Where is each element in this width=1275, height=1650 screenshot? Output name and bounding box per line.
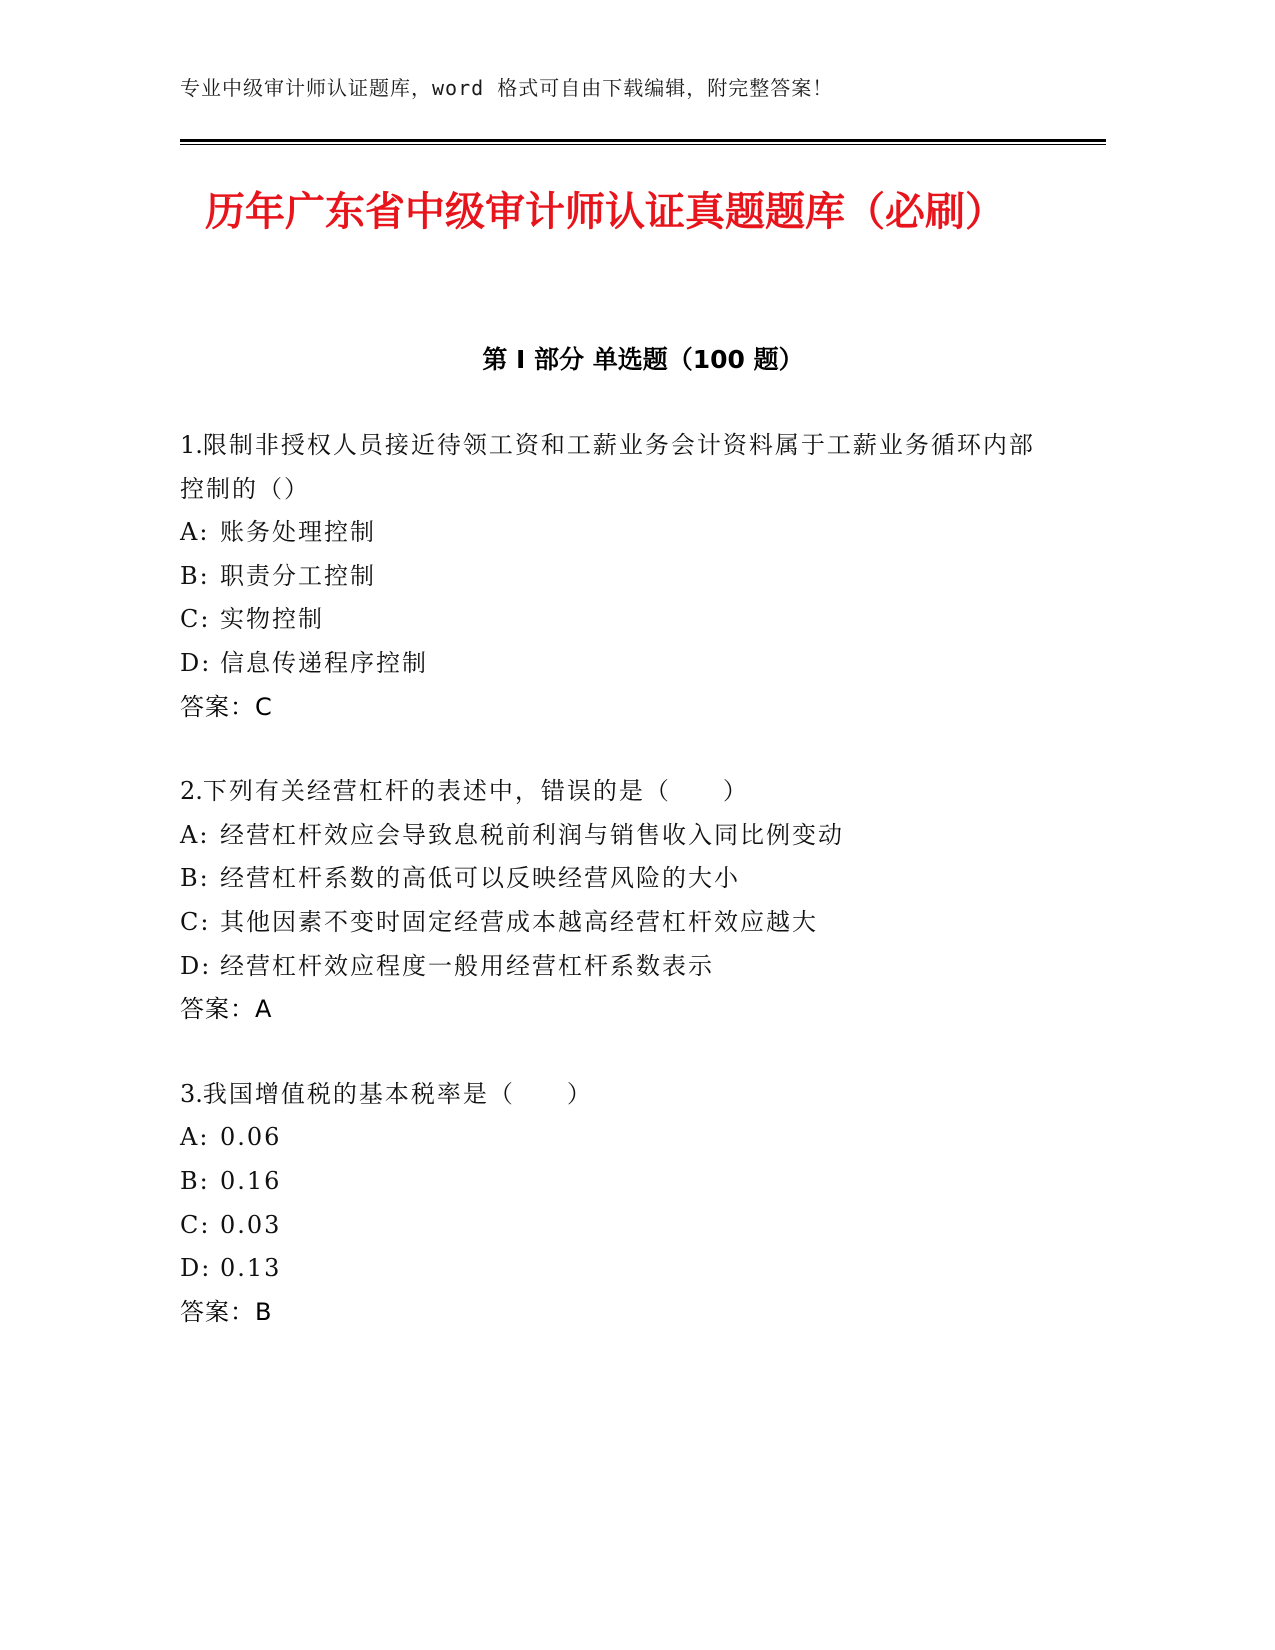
answer-line: 答案：A — [180, 995, 273, 1024]
option-a — [180, 511, 1060, 555]
option-text: 职责分工控制 — [220, 561, 376, 590]
question-number: 3. — [180, 1079, 203, 1108]
option-letter: B: — [180, 1166, 210, 1195]
header-divider-thin — [180, 144, 1106, 145]
option-text: 0.06 — [220, 1123, 282, 1152]
option-letter: B: — [180, 864, 210, 893]
option-text: 信息传递程序控制 — [220, 648, 428, 677]
option-c — [180, 598, 1060, 642]
question-text: 下列有关经营杠杆的表述中，错误的是（ ） — [202, 777, 749, 806]
question-number: 1. — [180, 431, 203, 459]
section-heading: 第 I 部分 单选题（100 题） — [482, 345, 804, 374]
option-b — [180, 857, 1060, 901]
option-c — [180, 1204, 1060, 1248]
option-letter: A: — [180, 1123, 210, 1152]
option-d — [180, 642, 1060, 686]
option-a — [180, 814, 1060, 858]
option-text: 0.13 — [220, 1254, 282, 1283]
header-divider — [180, 139, 1106, 142]
document-title: 历年广东省中级审计师认证真题题库（必刷） — [205, 189, 1005, 235]
question-text: 限制非授权人员接近待领工资和工薪业务会计资料属于工薪业务循环内部控制的（） — [180, 431, 1035, 503]
option-c — [180, 901, 1060, 945]
answer-line: 答案：B — [180, 1297, 273, 1326]
option-letter: A: — [180, 820, 210, 849]
option-text: 经营杠杆效应会导致息税前利润与销售收入同比例变动 — [220, 820, 844, 849]
question-stem — [180, 770, 1060, 814]
option-letter: D: — [180, 1254, 212, 1283]
option-text: 账务处理控制 — [220, 518, 376, 547]
question-number: 2. — [180, 777, 203, 806]
option-text: 其他因素不变时固定经营成本越高经营杠杆效应越大 — [220, 907, 818, 936]
option-letter: C: — [180, 605, 211, 634]
option-b — [180, 1160, 1060, 1204]
option-letter: D: — [180, 951, 212, 980]
question-1 — [180, 424, 1060, 729]
option-text: 实物控制 — [220, 605, 324, 634]
option-text: 经营杠杆效应程度一般用经营杠杆系数表示 — [220, 951, 714, 980]
option-a — [180, 1116, 1060, 1160]
option-b — [180, 555, 1060, 599]
question-stem — [180, 424, 1060, 511]
question-text: 我国增值税的基本税率是（ ） — [202, 1079, 593, 1108]
header-note: 专业中级审计师认证题库，word 格式可自由下载编辑，附完整答案！ — [180, 76, 834, 100]
question-2 — [180, 770, 1060, 1032]
option-text: 经营杠杆系数的高低可以反映经营风险的大小 — [220, 864, 740, 893]
option-d — [180, 1247, 1060, 1291]
option-text: 0.03 — [220, 1210, 282, 1239]
option-letter: A: — [180, 518, 210, 547]
option-text: 0.16 — [220, 1166, 282, 1195]
option-letter: B: — [180, 561, 210, 590]
option-letter: D: — [180, 648, 212, 677]
option-letter: C: — [180, 907, 211, 936]
question-stem — [180, 1073, 1060, 1117]
question-list — [180, 424, 1060, 1375]
option-letter: C: — [180, 1210, 211, 1239]
question-3 — [180, 1073, 1060, 1335]
option-d — [180, 945, 1060, 989]
answer-line: 答案：C — [180, 692, 273, 721]
